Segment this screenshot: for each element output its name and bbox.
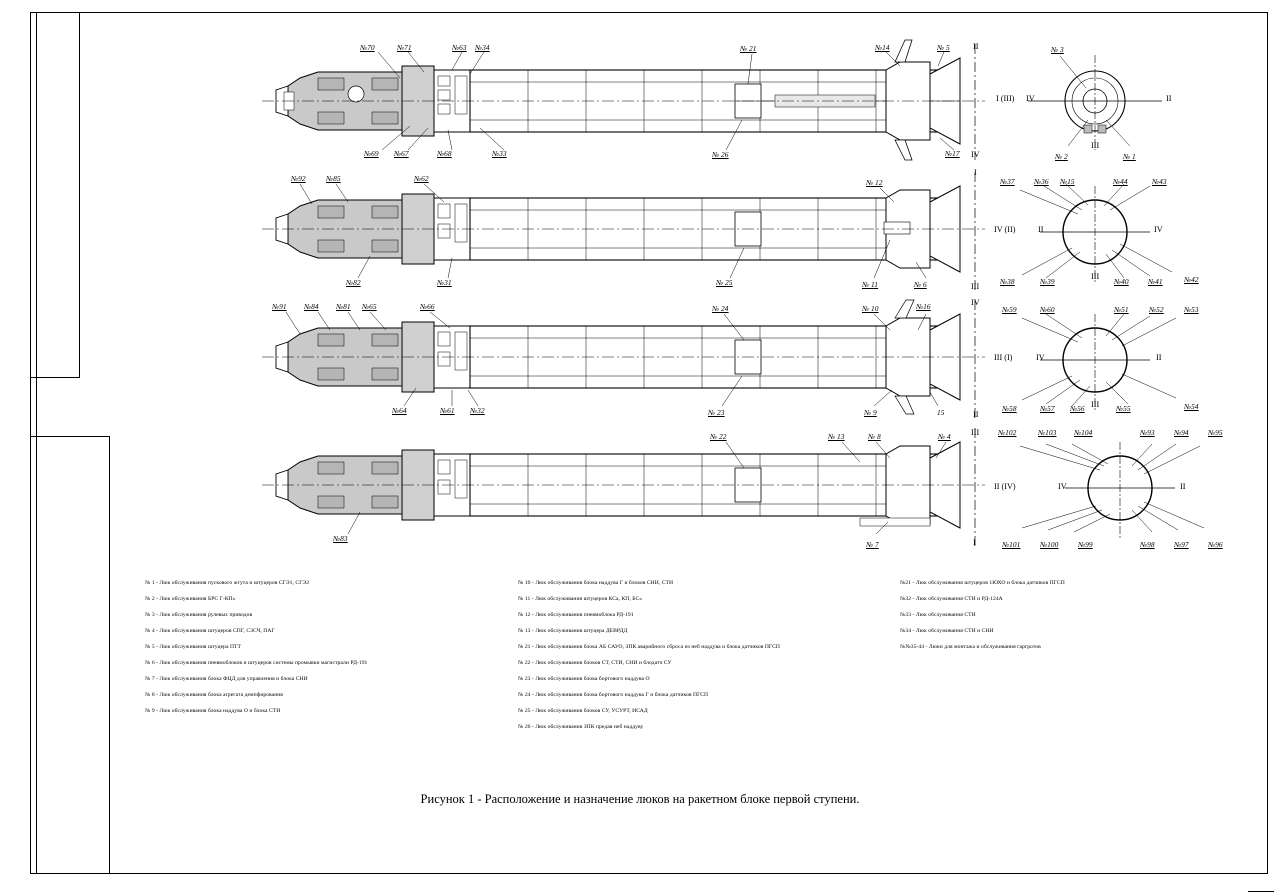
callout-56: №56 <box>1070 404 1085 413</box>
callout-34: №34 <box>475 43 490 52</box>
legend-item: № 13 - Люк обслуживания штуцера ДЕВРДД <box>518 628 628 634</box>
view-2-roman-bottom: III <box>971 282 980 291</box>
callout-40: №40 <box>1114 277 1129 286</box>
callout-60: №60 <box>1040 305 1055 314</box>
callout-26: № 26 <box>712 150 729 159</box>
view-3-section-roman-iii: III <box>1091 400 1100 409</box>
view-1-section-roman-left: IV <box>1026 94 1035 103</box>
callout-22: № 22 <box>710 432 727 441</box>
legend-item: № 2 - Люк обслуживания БРС Г-КП» <box>145 596 236 602</box>
view-4-section-roman-right: II <box>1180 482 1186 491</box>
callout-15b: 15 <box>937 408 945 417</box>
legend-item: №№35-44 - Люки для монтажа и обслуживания гаргротов <box>900 644 1041 650</box>
view-3-roman-top: IV <box>971 298 980 307</box>
callout-41: №41 <box>1148 277 1163 286</box>
callout-70: №70 <box>360 43 375 52</box>
callout-103: №103 <box>1038 428 1057 437</box>
view-1-section <box>1028 55 1162 150</box>
view-4-roman-top: III <box>971 428 980 437</box>
view-3-roman-bottom: II <box>973 410 979 419</box>
view-4-axis-label: II (IV) <box>994 482 1016 491</box>
callout-93: №93 <box>1140 428 1155 437</box>
callout-81: №81 <box>336 302 351 311</box>
callout-33: №33 <box>492 149 507 158</box>
view-1-profile <box>262 40 985 160</box>
callout-15: №15 <box>1060 177 1075 186</box>
callout-3: № 3 <box>1051 45 1064 54</box>
callout-104: №104 <box>1074 428 1093 437</box>
figure-caption: Рисунок 1 - Расположение и назначение люков на ракетном блоке первой ступени. <box>420 792 860 806</box>
callout-44: №44 <box>1113 177 1128 186</box>
view-2-section-roman-left: II <box>1038 225 1044 234</box>
callout-69: №69 <box>364 149 379 158</box>
callout-6: № 6 <box>914 280 927 289</box>
callout-95: №95 <box>1208 428 1223 437</box>
view-1-section-roman-right: II <box>1166 94 1172 103</box>
callout-25: № 25 <box>716 278 733 287</box>
view-2-profile <box>262 186 985 272</box>
callout-64: №64 <box>392 406 407 415</box>
legend-item: № 11 - Люк обслуживания штуцеров КСа, КП, БС» <box>518 596 643 602</box>
legend-item: № 26 - Люк обслуживания ЗПК предав неб наддуву <box>518 724 644 730</box>
callout-92: №92 <box>291 174 306 183</box>
legend-item: № 22 - Люк обслуживания блоков СТ, СТИ, СНИ и блодатч СУ <box>518 660 672 666</box>
callout-94: №94 <box>1174 428 1189 437</box>
callout-2: № 2 <box>1055 152 1068 161</box>
callout-61: №61 <box>440 406 455 415</box>
view-2-axis-label: IV (II) <box>994 225 1016 234</box>
view-2-section-roman-right: IV <box>1154 225 1163 234</box>
legend-item: №32 - Люк обслуживания СТИ и РД-124А <box>900 596 1003 602</box>
view-1-roman-top: II <box>973 42 979 51</box>
view-3-section <box>1022 314 1176 410</box>
callout-53: №53 <box>1184 305 1199 314</box>
callout-39: №39 <box>1040 277 1055 286</box>
view-3-section-roman-left: IV <box>1036 353 1045 362</box>
callout-101: №101 <box>1002 540 1021 549</box>
legend-item: № 3 - Люк обслуживания рулевых приводов <box>145 612 253 618</box>
view-4-profile <box>262 442 985 528</box>
callout-65: №65 <box>362 302 377 311</box>
legend-item: № 8 - Люк обслуживания блока агрегата демпфирования <box>145 692 283 698</box>
callout-83: №83 <box>333 534 348 543</box>
callout-11: № 11 <box>862 280 879 289</box>
callout-57: №57 <box>1040 404 1055 413</box>
callout-100: №100 <box>1040 540 1059 549</box>
callout-17: №17 <box>945 149 960 158</box>
callout-82: №82 <box>346 278 361 287</box>
callout-12: № 12 <box>866 178 883 187</box>
view-4-section-roman-left: IV <box>1058 482 1067 491</box>
callout-84: №84 <box>304 302 319 311</box>
legend-item: № 25 - Люк обслуживания блоков СУ, УСУРТ, ИСАД <box>518 708 648 714</box>
callout-14: №14 <box>875 43 890 52</box>
view-2-roman-top: I <box>974 168 977 177</box>
callout-24: № 24 <box>712 304 729 313</box>
callout-37: №37 <box>1000 177 1015 186</box>
view-3-axis-label: III (I) <box>994 353 1013 362</box>
callout-59: №59 <box>1002 305 1017 314</box>
legend-item: № 24 - Люк обслуживания блока бортового наддува Г и блока датчиков ПГСП <box>518 692 709 698</box>
callout-4: № 4 <box>938 432 951 441</box>
callout-23: № 23 <box>708 408 725 417</box>
legend-item: № 9 - Люк обслуживания блока наддува О и блока СТИ <box>145 708 281 714</box>
callout-58: №58 <box>1002 404 1017 413</box>
view-4-roman-bottom: I <box>973 538 976 547</box>
callout-42: №42 <box>1184 275 1199 284</box>
legend-item: № 10 - Люк обслуживания блока наддува Г и блоков СНИ, СТИ <box>518 580 674 586</box>
callout-5: № 5 <box>937 43 950 52</box>
legend-item: №34 - Люк обслуживания СТИ и СНИ <box>900 628 994 634</box>
callout-36: №36 <box>1034 177 1049 186</box>
callout-71: №71 <box>397 43 412 52</box>
legend-item: № 6 - Люк обслуживания пневмоблоков и штуцеров системы промывки магистрали РД-191 <box>145 660 368 666</box>
callout-8: № 8 <box>868 432 881 441</box>
callout-102: №102 <box>998 428 1017 437</box>
callout-55: №55 <box>1116 404 1131 413</box>
callout-38: №38 <box>1000 277 1015 286</box>
callout-32: №32 <box>470 406 485 415</box>
legend-item: № 7 - Люк обслуживания блока ФЦД для управления и блока СНИ <box>145 676 308 682</box>
callout-91: №91 <box>272 302 287 311</box>
view-2-section-roman-iii: III <box>1091 272 1100 281</box>
callout-96: №96 <box>1208 540 1223 549</box>
legend-item: № 5 - Люк обслуживания штуцера ПТТ <box>145 644 241 650</box>
callout-63: №63 <box>452 43 467 52</box>
callout-7: № 7 <box>866 540 879 549</box>
callout-9: № 9 <box>864 408 877 417</box>
view-1-roman-bottom: IV <box>971 150 980 159</box>
callout-62: №62 <box>414 174 429 183</box>
legend-item: № 21 - Люк обслуживания блока АБ САУО, ЗПК аварийного сброса из неб наддува и блока датчиков ПГСП <box>518 644 781 650</box>
legend-item: №21 - Люк обслуживания штуцеров 1ЮХО и блока датчиков ПГСП <box>900 580 1065 586</box>
legend-item: № 1 - Люк обслуживания пускового жгута и штуцеров СГЭ1, СГЭ2 <box>145 580 310 586</box>
callout-31: №31 <box>437 278 452 287</box>
callout-10: № 10 <box>862 304 879 313</box>
callout-21: № 21 <box>740 44 757 53</box>
callout-43: №43 <box>1152 177 1167 186</box>
callout-97: №97 <box>1174 540 1189 549</box>
callout-98: №98 <box>1140 540 1155 549</box>
view-3-profile <box>262 300 985 414</box>
callout-13: № 13 <box>828 432 845 441</box>
callout-51: №51 <box>1114 305 1129 314</box>
callout-68: №68 <box>437 149 452 158</box>
legend-item: № 12 - Люк обслуживания пневмоблока РД-191 <box>518 612 634 618</box>
view-4-section <box>1020 442 1204 538</box>
callout-66: №66 <box>420 302 435 311</box>
callout-67: №67 <box>394 149 409 158</box>
legend-item: №33 - Люк обслуживания СТИ <box>900 612 976 618</box>
view-3-section-roman-right: II <box>1156 353 1162 362</box>
callout-16: №16 <box>916 302 931 311</box>
callout-52: №52 <box>1149 305 1164 314</box>
callout-85: №85 <box>326 174 341 183</box>
callout-1: № 1 <box>1123 152 1136 161</box>
view-1-axis-label: I (III) <box>996 94 1015 103</box>
view-1-section-roman-iii: III <box>1091 141 1100 150</box>
legend-item: № 4 - Люк обслуживания штуцеров СПГ, СЗСЧ, ПАГ <box>145 628 275 634</box>
callout-54: №54 <box>1184 402 1199 411</box>
callout-99: №99 <box>1078 540 1093 549</box>
legend-item: № 23 - Люк обслуживания блока бортового наддува О <box>518 676 650 682</box>
